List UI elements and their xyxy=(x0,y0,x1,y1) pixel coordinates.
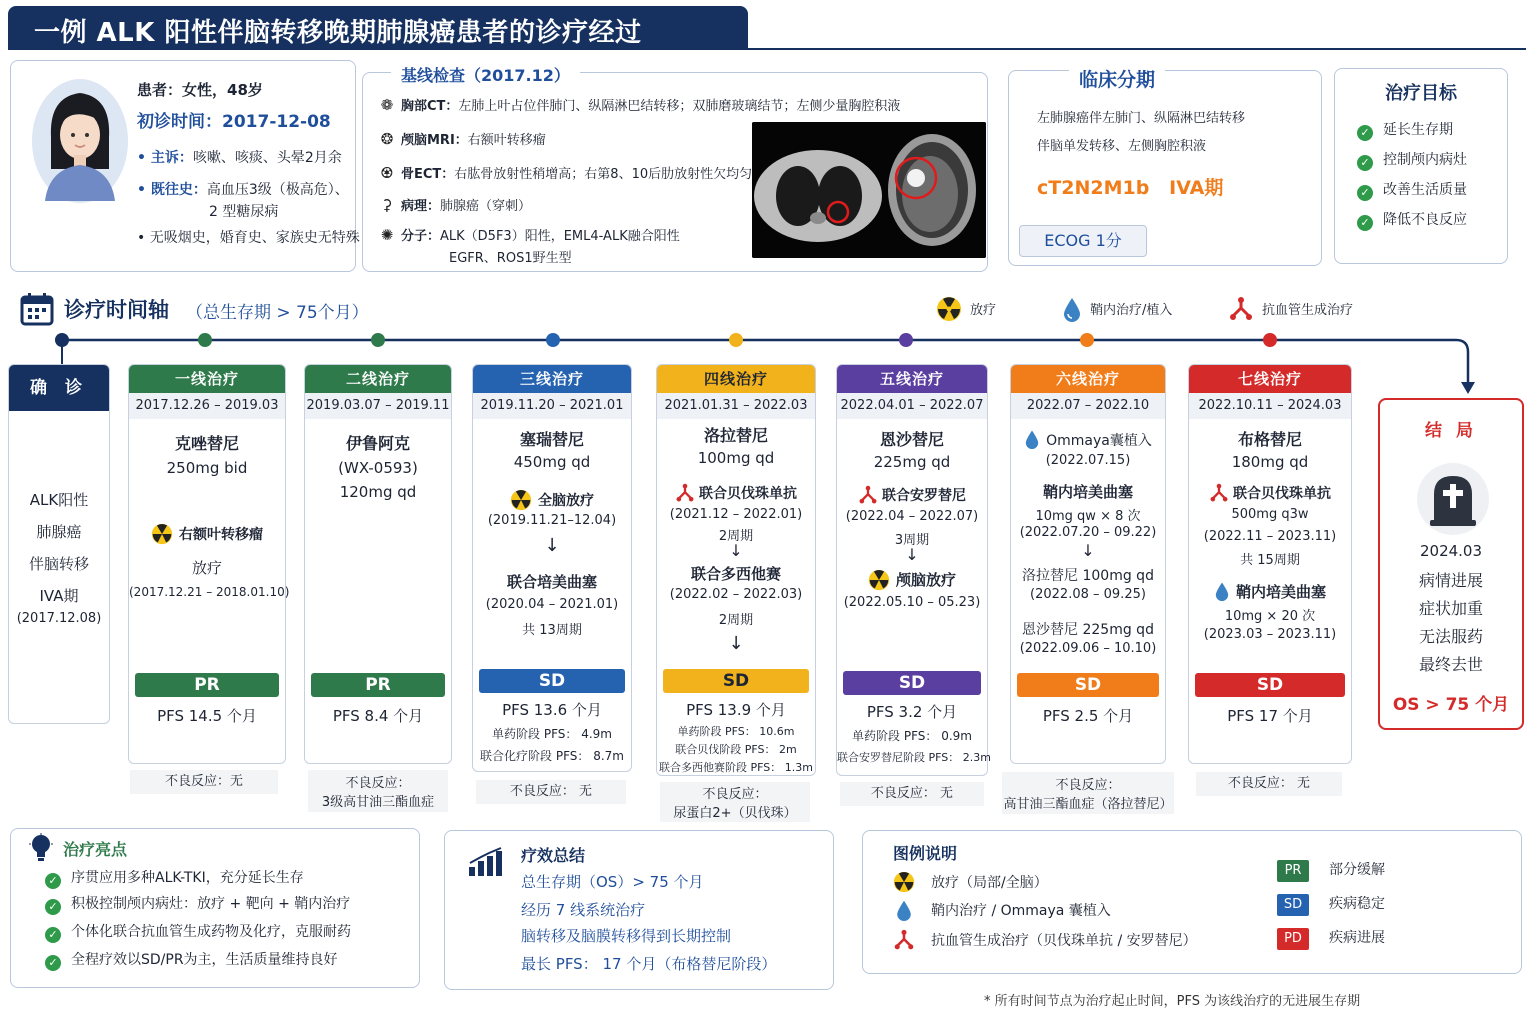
timeline-subtitle: （总生存期 > 75个月） xyxy=(186,303,369,323)
radiation-icon xyxy=(151,523,173,545)
line-5-column xyxy=(836,364,991,776)
line-1-column xyxy=(128,364,290,764)
timeline-node xyxy=(1263,333,1277,347)
arrow-down-icon: ↓ xyxy=(728,633,744,654)
arrow-down-icon: ↓ xyxy=(729,541,743,560)
goals-title: 治疗目标 xyxy=(1385,83,1457,104)
line-5-response: SD xyxy=(843,671,981,695)
tnm-stage: cT2N2M1b IVA期 xyxy=(1037,177,1224,199)
radiation-icon xyxy=(510,489,532,511)
outcome-line: 最终去世 xyxy=(1418,655,1483,674)
brain-icon: ❂ xyxy=(380,130,394,148)
line-3-radiotherapy: 全脑放疗 xyxy=(473,489,631,511)
vessel-icon xyxy=(675,483,695,503)
goal-item: ✓ 延长生存期 xyxy=(1357,119,1453,141)
line-5-pfs: PFS 3.2 个月 xyxy=(866,703,958,721)
diagnosis-line: ALK阳性 xyxy=(29,491,89,509)
line-7-bev-dose: 500mg q3w xyxy=(1231,507,1309,522)
line-7-bev-date: (2022.11 – 2023.11) xyxy=(1203,529,1337,544)
line-1-head: 一线治疗 xyxy=(129,365,285,393)
goal-item: ✓ 降低不良反应 xyxy=(1357,209,1467,231)
line-4-pfs: PFS 13.9 个月 xyxy=(686,701,786,719)
ecog-badge: ECOG 1分 xyxy=(1019,225,1147,257)
line-2-head: 二线治疗 xyxy=(305,365,451,393)
line-5-drug: 恩沙替尼 xyxy=(879,430,944,449)
line-3-head: 三线治疗 xyxy=(473,365,631,393)
legend-antiangiogenic: 抗血管生成治疗 xyxy=(1228,296,1353,322)
baseline-row-ect: ♼ 骨ECT：右肱骨放射性稍增高；右第8、10后肋放射性欠均匀 xyxy=(377,163,752,182)
timeline-node xyxy=(198,333,212,347)
stage-line-1: 左肺腺癌伴左肺门、纵隔淋巴结转移 xyxy=(1037,111,1246,126)
footnote: * 所有时间节点为治疗起止时间，PFS 为该线治疗的无进展生存期 xyxy=(984,994,1361,1009)
line-1-radiotherapy: 右额叶转移瘤 xyxy=(129,523,285,545)
droplet-icon xyxy=(895,899,913,921)
efficacy-summary-card xyxy=(444,830,834,990)
baseline-row-pathology: ⚳ 病理：肺腺癌（穿刺） xyxy=(377,195,531,214)
tombstone-icon xyxy=(1416,462,1490,536)
calendar-icon xyxy=(20,292,56,326)
efficacy-title: 疗效总结 xyxy=(521,846,586,865)
legend-item-radiotherapy: 放疗（局部/全脑） xyxy=(893,871,1048,893)
droplet-icon xyxy=(1024,429,1040,449)
line-3-date: 2019.11.20 – 2021.01 xyxy=(473,393,631,419)
line-7-pfs: PFS 17 个月 xyxy=(1227,707,1313,725)
line-7-drug: 布格替尼 xyxy=(1237,430,1302,449)
lightbulb-icon xyxy=(29,833,53,863)
line-3-pfs: PFS 13.6 个月 xyxy=(502,701,602,719)
line-6-response: SD xyxy=(1017,673,1159,697)
line-5-pfs-sub: 联合安罗替尼阶段 PFS： 2.3m xyxy=(837,751,991,764)
line-2-drug: 伊鲁阿克 xyxy=(345,434,410,453)
line-6-ommaya: Ommaya囊植入 xyxy=(1011,429,1165,450)
line-4-doce-cycles: 2周期 xyxy=(718,613,754,628)
timeline-node xyxy=(55,333,69,347)
timeline-node xyxy=(1080,333,1094,347)
highlight-item: ✓ 个体化联合抗血管生成药物及化疗，克服耐药 xyxy=(45,921,351,943)
arrow-down-icon: ↓ xyxy=(1081,541,1095,560)
line-3-dose: 450mg qd xyxy=(513,453,591,471)
line-4-date: 2021.01.31 – 2022.03 xyxy=(657,393,815,419)
line-5-radiotherapy: 颅脑放疗 xyxy=(837,569,987,591)
diagnosis-line: 伴脑转移 xyxy=(28,555,89,573)
baseline-row-mri: ❂ 颅脑MRI：右额叶转移瘤 xyxy=(377,129,546,148)
lungs-icon: ❁ xyxy=(380,96,394,114)
line-4-head: 四线治疗 xyxy=(657,365,815,393)
outcome-card xyxy=(1378,398,1524,730)
highlights-title: 治疗亮点 xyxy=(63,840,128,859)
line-7-intrathecal-dose: 10mg × 20 次 xyxy=(1224,609,1316,624)
line-2-column xyxy=(304,364,452,764)
baseline-molecular-2: EGFR、ROS1野生型 xyxy=(449,251,572,266)
vessel-icon xyxy=(858,485,878,505)
line-1-date: 2017.12.26 – 2019.03 xyxy=(129,393,285,419)
check-icon: ✓ xyxy=(45,873,61,889)
efficacy-item: 经历 7 线系统治疗 xyxy=(521,901,646,919)
baseline-row-molecular: ✺ 分子：ALK（D5F3）阳性，EML4-ALK融合阳性 xyxy=(377,225,680,244)
check-icon: ✓ xyxy=(45,927,61,943)
outcome-date: 2024.03 xyxy=(1419,542,1483,560)
highlight-item: ✓ 积极控制颅内病灶：放疗 + 靶向 + 鞘内治疗 xyxy=(45,893,350,915)
line-5-anlo-cycles: 3周期 xyxy=(894,533,930,548)
line-2-pfs: PFS 8.4 个月 xyxy=(332,707,424,725)
line-2-date: 2019.03.07 – 2019.11 xyxy=(305,393,451,419)
line-1-drug: 克唑替尼 xyxy=(174,434,239,453)
line-1-dose: 250mg bid xyxy=(166,459,248,477)
legend-tag-sd: SD 疾病稳定 xyxy=(1277,893,1385,916)
line-2-dose: 120mg qd xyxy=(339,483,417,501)
outcome-line: 无法服药 xyxy=(1418,627,1483,646)
line-4-bev-date: (2021.12 – 2022.01) xyxy=(669,507,803,522)
line-1-pfs: PFS 14.5 个月 xyxy=(157,707,257,725)
bar-chart-icon xyxy=(467,847,503,877)
droplet-icon xyxy=(1214,581,1230,601)
line-3-combo: 联合培美曲塞 xyxy=(506,573,597,591)
line-3-adverse: 不良反应： 无 xyxy=(476,780,626,804)
line-7-response: SD xyxy=(1195,673,1345,697)
line-4-dose: 100mg qd xyxy=(697,449,775,467)
timeline-node xyxy=(371,333,385,347)
line-5-pfs-sub: 单药阶段 PFS： 0.9m xyxy=(852,729,972,743)
line-3-pfs-sub: 单药阶段 PFS： 4.9m xyxy=(492,727,612,741)
line-7-dose: 180mg qd xyxy=(1231,453,1309,471)
line-6-head: 六线治疗 xyxy=(1011,365,1165,393)
line-7-bevacizumab: 联合贝伐珠单抗 xyxy=(1189,483,1351,503)
diagnosis-line: 肺腺癌 xyxy=(36,523,82,541)
line-6-intrathecal-dose: 10mg qw × 8 次 xyxy=(1035,509,1141,524)
diagnosis-date: (2017.12.08) xyxy=(16,611,102,626)
vessel-icon xyxy=(893,929,915,951)
line-5-radio-date: (2022.05.10 – 05.23) xyxy=(843,595,981,610)
microscope-icon: ⚳ xyxy=(381,196,393,214)
timeline-node xyxy=(546,333,560,347)
line-2-response: PR xyxy=(311,673,445,697)
line-6-column xyxy=(1010,364,1166,764)
outcome-head: 结 局 xyxy=(1425,421,1477,441)
line-7-date: 2022.10.11 – 2024.03 xyxy=(1189,393,1351,419)
line-6-lorlatinib: 洛拉替尼 100mg qd xyxy=(1022,568,1154,584)
first-visit-date: 初诊时间：2017-12-08 xyxy=(137,112,331,132)
check-icon: ✓ xyxy=(1357,155,1373,171)
outcome-line: 病情进展 xyxy=(1418,571,1483,590)
efficacy-item: 最长 PFS： 17 个月（布格替尼阶段） xyxy=(521,955,777,973)
legend-title: 图例说明 xyxy=(893,844,958,863)
legend-tag-pd: PD 疾病进展 xyxy=(1277,927,1385,950)
patient-card xyxy=(10,60,360,272)
diagnosis-head: 确 诊 xyxy=(9,365,109,411)
line-6-intrathecal: 鞘内培美曲塞 xyxy=(1042,483,1133,501)
bone-icon: ♼ xyxy=(380,164,394,182)
treatment-goals-card xyxy=(1334,68,1508,264)
check-icon: ✓ xyxy=(1357,125,1373,141)
line-5-date: 2022.04.01 – 2022.07 xyxy=(837,393,987,419)
line-3-column xyxy=(472,364,632,772)
line-7-intrathecal: 鞘内培美曲塞 xyxy=(1189,581,1351,602)
line-2-code: (WX-0593) xyxy=(338,459,418,477)
line-3-drug: 塞瑞替尼 xyxy=(519,430,584,449)
line-6-date: 2022.07 – 2022.10 xyxy=(1011,393,1165,419)
radiation-icon xyxy=(936,296,962,322)
line-4-doce-date: (2022.02 – 2022.03) xyxy=(669,587,803,602)
line-7-head: 七线治疗 xyxy=(1189,365,1351,393)
medical-history: • 既往史：高血压3级（极高危）、 xyxy=(137,182,349,198)
timeline-node xyxy=(729,333,743,347)
vessel-icon xyxy=(1209,483,1229,503)
line-3-cycles: 共 13周期 xyxy=(522,623,582,638)
legend-intrathecal: 鞘内治疗/植入 xyxy=(1062,296,1172,322)
efficacy-item: 脑转移及脑膜转移得到长期控制 xyxy=(521,927,732,945)
line-4-adverse: 不良反应： 尿蛋白2+（贝伐珠） xyxy=(660,782,810,822)
diagnosis-column xyxy=(8,364,110,724)
line-6-ensartinib-date: (2022.09.06 – 10.10) xyxy=(1019,641,1157,656)
check-icon: ✓ xyxy=(1357,185,1373,201)
line-4-pfs-sub: 联合多西他赛阶段 PFS： 1.3m xyxy=(659,761,813,774)
line-7-adverse: 不良反应： 无 xyxy=(1196,772,1342,796)
line-4-response: SD xyxy=(663,669,809,693)
timeline-title: 诊疗时间轴 xyxy=(64,298,169,322)
vessel-icon xyxy=(1228,296,1254,322)
highlight-item: ✓ 序贯应用多种ALK-TKI，充分延长生存 xyxy=(45,867,304,889)
line-6-intrathecal-date: (2022.07.20 – 09.22) xyxy=(1019,525,1157,540)
treatment-highlights-card xyxy=(10,828,420,988)
radiation-icon xyxy=(868,569,890,591)
line-4-bevacizumab: 联合贝伐珠单抗 xyxy=(657,483,815,503)
line-5-anlo-date: (2022.04 – 2022.07) xyxy=(845,509,979,524)
line-5-head: 五线治疗 xyxy=(837,365,987,393)
line-7-intrathecal-date: (2023.03 – 2023.11) xyxy=(1203,627,1337,642)
medical-history-2: 2 型糖尿病 xyxy=(209,204,279,220)
line-3-pfs-sub: 联合化疗阶段 PFS： 8.7m xyxy=(480,749,624,763)
legend-item-antiangiogenic: 抗血管生成治疗（贝伐珠单抗 / 安罗替尼） xyxy=(893,929,1197,951)
line-5-anlotinib: 联合安罗替尼 xyxy=(837,485,987,505)
line-7-bev-cycles: 共 15周期 xyxy=(1240,553,1300,568)
chief-complaint: • 主诉：咳嗽、咳痰、头晕2月余 xyxy=(137,150,342,166)
line-1-radio-date: (2017.12.21 – 2018.01.10) xyxy=(129,585,290,599)
line-2-adverse: 不良反应： 3级高甘油三酯血症 xyxy=(308,770,448,812)
line-4-drug: 洛拉替尼 xyxy=(703,426,768,445)
patient-avatar-icon xyxy=(31,77,129,205)
check-icon: ✓ xyxy=(45,899,61,915)
radiation-icon xyxy=(893,871,915,893)
line-5-adverse: 不良反应： 无 xyxy=(840,782,984,806)
line-3-combo-date: (2020.04 – 2021.01) xyxy=(485,597,619,612)
line-6-ensartinib: 恩沙替尼 225mg qd xyxy=(1022,622,1154,638)
arrow-down-icon: ↓ xyxy=(905,545,919,564)
efficacy-item: 总生存期（OS）> 75 个月 xyxy=(521,873,704,891)
stage-line-2: 伴脑单发转移、左侧胸腔积液 xyxy=(1037,139,1207,154)
other-history: • 无吸烟史，婚育史、家族史无特殊 xyxy=(137,230,360,246)
line-1-adverse: 不良反应：无 xyxy=(130,770,278,794)
highlight-item: ✓ 全程疗效以SD/PR为主，生活质量维持良好 xyxy=(45,949,338,971)
goal-item: ✓ 改善生活质量 xyxy=(1357,179,1467,201)
timeline-node xyxy=(899,333,913,347)
title-divider xyxy=(8,48,1526,50)
line-6-ommaya-date: (2022.07.15) xyxy=(1045,453,1131,468)
line-4-pfs-sub: 联合贝伐阶段 PFS： 2m xyxy=(675,743,797,756)
check-icon: ✓ xyxy=(45,955,61,971)
dna-icon: ✺ xyxy=(380,226,394,244)
patient-gender-age: 患者：女性，48岁 xyxy=(137,81,263,99)
line-5-dose: 225mg qd xyxy=(873,453,951,471)
page-title: 一例 ALK 阳性伴脑转移晚期肺腺癌患者的诊疗经过 xyxy=(8,6,748,50)
baseline-row-ct: ❁ 胸部CT：左肺上叶占位伴肺门、纵隔淋巴结转移；双肺磨玻璃结节；左侧少量胸腔积液 xyxy=(377,95,900,114)
diagnosis-line: IVA期 xyxy=(39,587,79,605)
line-6-lorlatinib-date: (2022.08 – 09.25) xyxy=(1030,587,1146,602)
line-4-bev-cycles: 2周期 xyxy=(718,529,754,544)
line-3-response: SD xyxy=(479,669,625,693)
legend-radiotherapy: 放疗 xyxy=(936,296,996,322)
line-1-radio-label: 放疗 xyxy=(191,559,222,577)
baseline-title: 基线检查（2017.12） xyxy=(391,63,580,86)
line-3-radio-date: (2019.11.21–12.04) xyxy=(487,513,617,528)
line-4-pfs-sub: 单药阶段 PFS： 10.6m xyxy=(677,725,795,738)
line-6-pfs: PFS 2.5 个月 xyxy=(1042,707,1134,725)
line-4-docetaxel: 联合多西他赛 xyxy=(690,565,781,583)
imaging-scan-image xyxy=(752,122,986,258)
droplet-icon xyxy=(1062,296,1082,322)
outcome-line: 症状加重 xyxy=(1418,599,1483,618)
line-4-column xyxy=(656,364,816,776)
legend-tag-pr: PR 部分缓解 xyxy=(1277,859,1385,882)
arrow-down-icon: ↓ xyxy=(544,535,560,556)
overall-survival: OS > 75 个月 xyxy=(1392,695,1510,715)
line-7-column xyxy=(1188,364,1352,764)
line-6-adverse: 不良反应： 高甘油三酯血症（洛拉替尼） xyxy=(1002,772,1174,814)
clinical-stage-card xyxy=(1008,70,1322,266)
check-icon: ✓ xyxy=(1357,215,1373,231)
legend-card xyxy=(862,830,1522,974)
stage-title: 临床分期 xyxy=(1069,65,1165,92)
goal-item: ✓ 控制颅内病灶 xyxy=(1357,149,1467,171)
legend-item-intrathecal: 鞘内治疗 / Ommaya 囊植入 xyxy=(895,899,1111,921)
line-1-response: PR xyxy=(135,673,279,697)
